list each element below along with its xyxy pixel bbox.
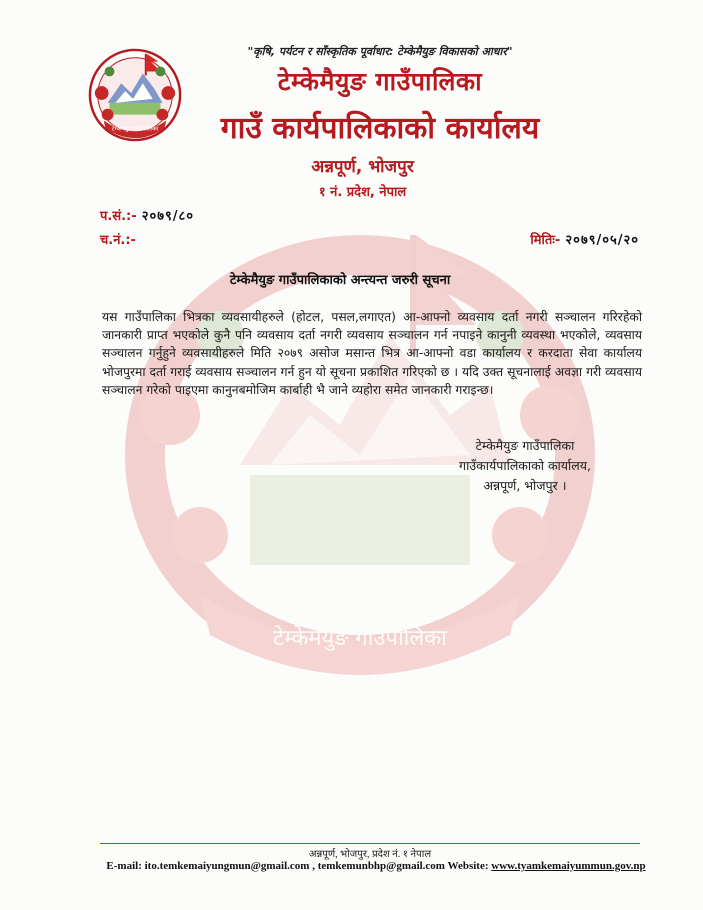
email-value[interactable]: ito.temkemaiyungmun@gmail.com , temkemunbhp@gmail.com — [144, 860, 445, 872]
footer-contact — [96, 860, 656, 872]
logo-ribbon-text: टेम्केमैयुङ गाउँपालिका — [111, 126, 159, 133]
signature-block — [400, 436, 650, 496]
address-line-1: अन्नपूर्ण, भोजपुर — [311, 157, 414, 177]
watermark-ribbon-text: टेम्केमैयुङ गाउँपालिका — [273, 626, 447, 651]
reference-value: २०७९/८० — [141, 209, 195, 224]
signature-line-1: टेम्केमैयुङ गाउँपालिका — [475, 438, 575, 453]
footer-address: अन्नपूर्ण, भोजपुर, प्रदेश नं. १ नेपाल — [308, 849, 432, 860]
email-label: E-mail: — [106, 860, 142, 872]
office-name: गाउँ कार्यपालिकाको कार्यालय — [220, 111, 540, 146]
notice-body: यस गाउँपालिका भित्रका व्यवसायीहरुले (होटल, पसल,लगाएत) आ-आफ्नो व्यवसाय दर्ता नगरी सञ्चालन गरिरहेको जानकारी प्राप्त भएकोले कुनै पनि व्यवसाय दर्ता नगरी व्यवसाय सञ्चालन गर्न नपाइने कानुनी व्यवस्था भएकोले, व्यवसाय सञ्चालन गर्नुहुने व्यवसायीहरुले मिति २०७९ असोज मसान्त भित्र आ-आफ्नो वडा कार्यालय र करदाता सेवा कार्यालय भोजपुरमा दर्ता गराई व्यवसाय सञ्चालन गर्न हुन यो सूचना प्रकाशित गरिएको छ । यदि उक्त सूचनालाई अवज्ञा गरी व्यवसाय सञ्चालन गरेको पाइएमा कानुनबमोजिम कार्बाही भै जाने व्यहोरा समेत जानकारी गराइन्छ। — [102, 310, 642, 397]
letter-date — [530, 229, 639, 248]
website-link[interactable]: www.tyamkemaiyummun.gov.np — [491, 860, 646, 872]
reference-label: प.सं.:- — [100, 209, 137, 224]
tagline: "कृषि, पर्यटन र साँस्कृतिक पूर्वाधार: टेम्केमैयुङ विकासको आधार" — [247, 45, 513, 58]
dispatch-label: च.नं.:- — [100, 233, 136, 248]
signature-line-3: अन्नपूर्ण, भोजपुर । — [483, 478, 567, 493]
website-label: Website: — [447, 860, 489, 872]
dispatch-number — [100, 229, 136, 248]
footer-divider — [100, 843, 640, 844]
date-label: मितिः- — [530, 233, 561, 248]
municipality-name: टेम्केमैयुङ गाउँपालिका — [277, 67, 483, 96]
address-line-2: १ नं. प्रदेश, नेपाल — [318, 185, 407, 200]
date-value: २०७९/०५/२० — [565, 233, 639, 248]
municipality-logo — [86, 46, 184, 144]
notice-title: टेम्केमैयुङ गाउँपालिकाको अन्त्यन्त जरुरी सूचना — [229, 273, 451, 288]
signature-line-2: गाउँकार्यपालिकाको कार्यालय, — [459, 458, 591, 473]
reference-number — [100, 205, 194, 224]
